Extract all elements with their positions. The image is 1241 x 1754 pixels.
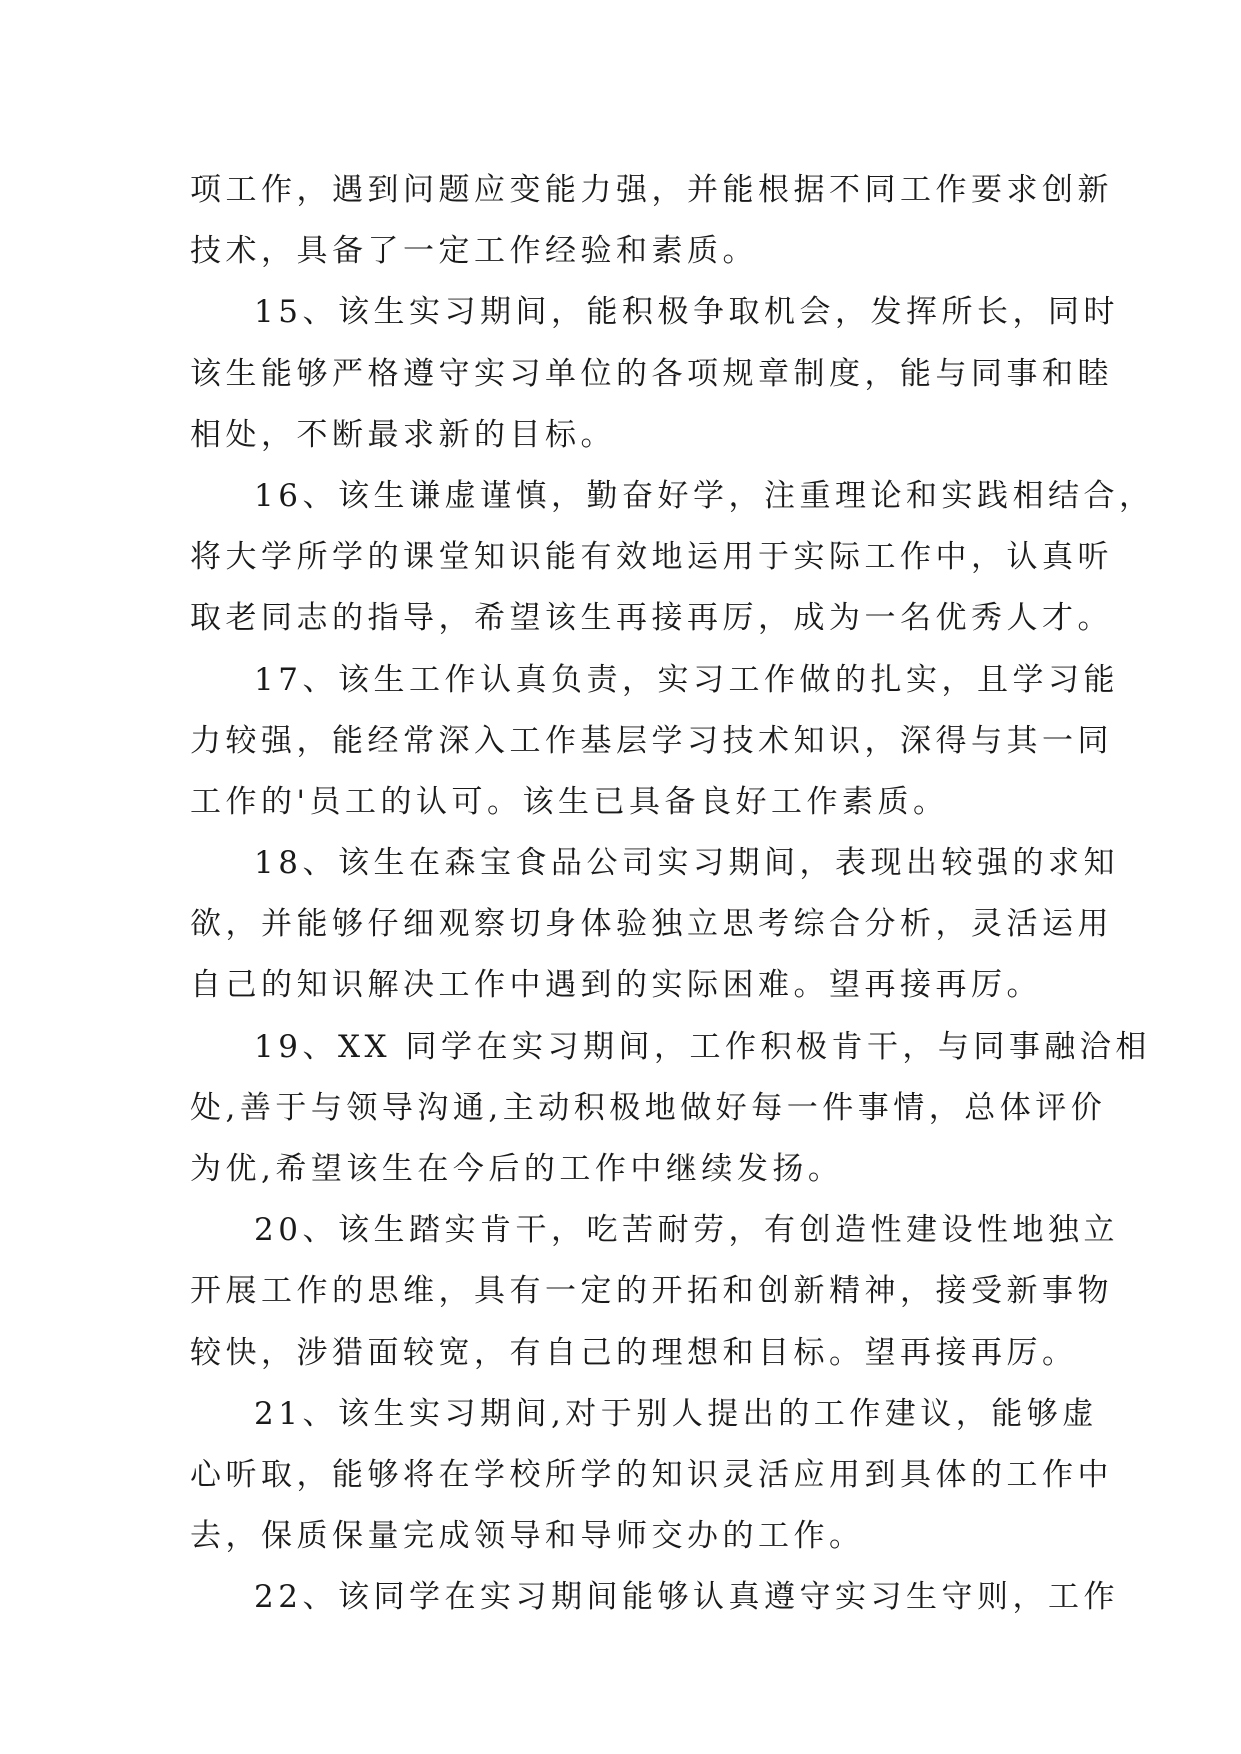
text-line: 22、该同学在实习期间能够认真遵守实习生守则，工作 xyxy=(254,1579,1119,1616)
text-line: 相处，不断最求新的目标。 xyxy=(190,416,616,453)
text-line: 将大学所学的课堂知识能有效地运用于实际工作中，认真听 xyxy=(190,539,1113,576)
text-line: 技术，具备了一定工作经验和素质。 xyxy=(190,233,758,270)
text-line: 自己的知识解决工作中遇到的实际困难。望再接再厉。 xyxy=(190,967,1042,1004)
text-line: 力较强，能经常深入工作基层学习技术知识，深得与其一同 xyxy=(190,722,1113,759)
text-line: 18、该生在森宝食品公司实习期间，表现出较强的求知 xyxy=(254,845,1119,882)
text-line: 工作的'员工的认可。该生已具备良好工作素质。 xyxy=(190,783,949,820)
text-line: 去，保质保量完成领导和导师交办的工作。 xyxy=(190,1518,865,1555)
document-body xyxy=(190,160,1155,1629)
text-line: 开展工作的思维，具有一定的开拓和创新精神，接受新事物 xyxy=(190,1273,1113,1310)
text-line: 19、XX 同学在实习期间，工作积极肯干，与同事融洽相 xyxy=(254,1028,1151,1065)
text-line: 取老同志的指导，希望该生再接再厉，成为一名优秀人才。 xyxy=(190,600,1113,637)
text-line: 欲，并能够仔细观察切身体验独立思考综合分析，灵活运用 xyxy=(190,906,1113,943)
text-line: 项工作，遇到问题应变能力强，并能根据不同工作要求创新 xyxy=(190,172,1113,208)
text-line: 该生能够严格遵守实习单位的各项规章制度，能与同事和睦 xyxy=(190,355,1113,392)
text-line: 为优,希望该生在今后的工作中继续发扬。 xyxy=(190,1151,844,1187)
text-line: 处,善于与领导沟通,主动积极地做好每一件事情，总体评价 xyxy=(190,1089,1107,1126)
text-line: 较快，涉猎面较宽，有自己的理想和目标。望再接再厉。 xyxy=(190,1334,1078,1371)
text-line: 15、该生实习期间，能积极争取机会，发挥所长，同时 xyxy=(254,294,1119,331)
text-line: 17、该生工作认真负责，实习工作做的扎实，且学习能 xyxy=(254,661,1119,698)
text-line: 心听取，能够将在学校所学的知识灵活应用到具体的工作中 xyxy=(190,1456,1113,1493)
text-line: 20、该生踏实肯干，吃苦耐劳，有创造性建设性地独立 xyxy=(254,1212,1119,1249)
text-line: 21、该生实习期间,对于别人提出的工作建议，能够虚 xyxy=(254,1395,1098,1432)
text-line: 16、该生谦虚谨慎，勤奋好学，注重理论和实践相结合， xyxy=(254,477,1155,514)
